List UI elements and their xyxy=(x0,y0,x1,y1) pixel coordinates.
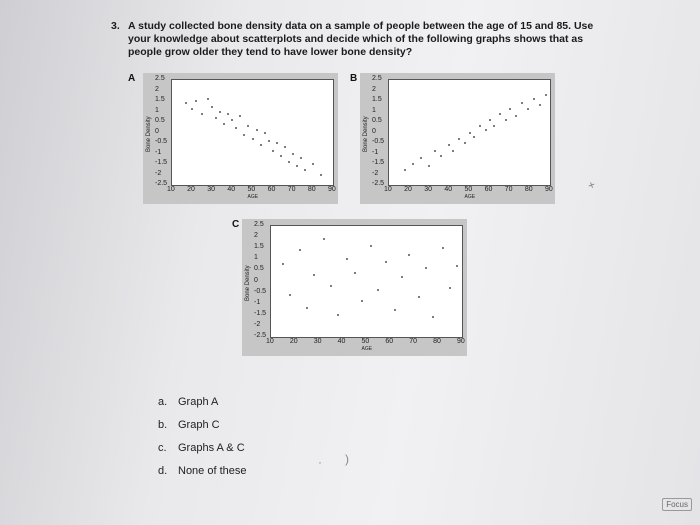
data-point xyxy=(418,296,420,298)
y-tick-label: -1.5 xyxy=(372,159,385,166)
data-point xyxy=(448,144,450,146)
data-point xyxy=(515,115,517,117)
x-tick-label: 60 xyxy=(385,338,394,345)
y-tick-label: -2.5 xyxy=(155,180,168,187)
data-point xyxy=(479,125,481,127)
y-tick-label: -1 xyxy=(155,148,162,156)
data-point xyxy=(280,155,282,157)
data-point xyxy=(527,108,529,110)
data-point xyxy=(312,163,314,165)
data-point xyxy=(323,238,325,240)
x-tick-label: 60 xyxy=(484,186,493,193)
data-point xyxy=(493,125,495,127)
data-point xyxy=(420,157,422,159)
x-tick-label: 70 xyxy=(287,186,296,193)
y-tick-label: 1 xyxy=(254,254,258,262)
x-tick-label: 20 xyxy=(404,186,412,193)
data-point xyxy=(521,102,523,104)
data-point xyxy=(509,108,511,110)
data-point xyxy=(346,258,348,260)
data-point xyxy=(428,165,430,167)
data-point xyxy=(247,125,249,127)
question-block xyxy=(111,20,598,59)
data-point xyxy=(361,300,363,302)
y-tick-label: 2.5 xyxy=(372,75,382,82)
y-tick-label: -1 xyxy=(254,298,261,306)
y-tick-label: 2 xyxy=(254,232,258,240)
scatterplot-c xyxy=(232,219,467,356)
y-axis-label: Bone Density xyxy=(245,264,251,301)
y-tick-label: 1 xyxy=(155,106,159,114)
data-point xyxy=(215,117,217,119)
scatterplot-a xyxy=(128,73,338,204)
x-axis-label: AGE xyxy=(361,346,373,352)
data-point xyxy=(401,276,403,278)
data-point xyxy=(195,100,197,102)
graph-label: B xyxy=(350,73,358,84)
data-point xyxy=(239,115,241,117)
data-point xyxy=(201,113,203,115)
option-text: Graph C xyxy=(178,419,220,431)
data-point xyxy=(442,247,444,249)
data-point xyxy=(485,129,487,131)
x-tick-label: 80 xyxy=(307,186,316,193)
option-text: Graphs A & C xyxy=(178,442,245,454)
y-tick-label: -2 xyxy=(155,169,162,177)
option-d[interactable] xyxy=(158,465,247,488)
data-point xyxy=(284,146,286,148)
data-point xyxy=(394,309,396,311)
y-tick-label: -2.5 xyxy=(254,332,267,339)
y-tick-label: 0.5 xyxy=(254,265,264,273)
data-point xyxy=(533,98,535,100)
x-tick-label: 10 xyxy=(167,186,175,193)
y-tick-label: 0.5 xyxy=(155,117,165,124)
question-number: 3. xyxy=(111,20,120,32)
data-point xyxy=(289,294,291,296)
data-point xyxy=(252,138,254,140)
x-tick-label: 20 xyxy=(289,338,298,345)
option-b[interactable] xyxy=(158,419,247,442)
y-tick-label: -2 xyxy=(372,169,379,177)
data-point xyxy=(337,314,339,316)
option-letter: a. xyxy=(158,396,168,408)
data-point xyxy=(282,263,284,265)
x-tick-label: 30 xyxy=(207,186,216,193)
data-point xyxy=(268,140,270,142)
data-point xyxy=(260,144,262,146)
data-point xyxy=(231,119,233,121)
x-tick-label: 50 xyxy=(361,338,370,345)
data-point xyxy=(354,272,356,274)
x-tick-label: 90 xyxy=(545,186,553,193)
data-point xyxy=(185,102,187,104)
x-tick-label: 40 xyxy=(444,186,453,193)
y-tick-label: 1.5 xyxy=(254,243,264,251)
graph-label: C xyxy=(232,219,240,230)
x-tick-label: 30 xyxy=(424,186,433,193)
y-tick-label: -0.5 xyxy=(155,138,168,145)
scatterplot-b xyxy=(350,73,555,204)
y-tick-label: -0.5 xyxy=(254,287,267,295)
y-tick-label: 1 xyxy=(372,106,376,114)
graph-label: A xyxy=(128,73,136,84)
data-point xyxy=(296,165,298,167)
data-point xyxy=(385,261,387,263)
plot-area xyxy=(171,79,334,186)
data-point xyxy=(452,150,454,152)
y-tick-label: -1.5 xyxy=(155,159,168,166)
y-axis-label: Bone Density xyxy=(363,115,369,152)
x-tick-label: 30 xyxy=(313,338,322,345)
plot-area xyxy=(270,225,463,338)
data-point xyxy=(235,127,237,129)
y-tick-label: 2 xyxy=(155,85,159,93)
option-letter: b. xyxy=(158,419,168,431)
answer-options xyxy=(158,396,247,488)
x-tick-label: 80 xyxy=(524,186,533,193)
pencil-mark: · xyxy=(318,455,322,469)
x-tick-label: 40 xyxy=(227,186,236,193)
y-axis-label: Bone Density xyxy=(146,115,152,152)
data-point xyxy=(456,265,458,267)
x-tick-label: 70 xyxy=(409,338,418,345)
option-a[interactable] xyxy=(158,396,247,419)
data-point xyxy=(306,307,308,309)
data-point xyxy=(432,316,434,318)
data-point xyxy=(505,119,507,121)
y-tick-label: 2.5 xyxy=(254,221,264,228)
y-tick-label: 1.5 xyxy=(155,96,165,103)
x-tick-label: 20 xyxy=(187,186,195,193)
option-letter: d. xyxy=(158,465,168,477)
pencil-mark: + xyxy=(585,177,598,193)
y-tick-label: 0 xyxy=(254,276,258,284)
data-point xyxy=(272,150,274,152)
data-point xyxy=(330,285,332,287)
data-point xyxy=(191,108,193,110)
x-axis-label: AGE xyxy=(247,194,259,200)
data-point xyxy=(434,150,436,152)
data-point xyxy=(299,249,301,251)
data-point xyxy=(219,111,221,113)
y-tick-label: -1 xyxy=(372,148,379,156)
x-tick-label: 50 xyxy=(247,186,256,193)
data-point xyxy=(425,267,427,269)
data-point xyxy=(211,106,213,108)
option-c[interactable] xyxy=(158,442,247,465)
data-point xyxy=(300,157,302,159)
data-point xyxy=(449,287,451,289)
y-tick-label: -1.5 xyxy=(254,309,267,317)
data-point xyxy=(264,132,266,134)
question-text: A study collected bone density data on a sample of people between the age of 15 and 85. Use your knowledge about scatterplots and decide which of the following graphs shows that as people grow older they tend to have lower bone density? xyxy=(128,20,594,58)
data-point xyxy=(499,113,501,115)
data-point xyxy=(292,153,294,155)
data-point xyxy=(404,169,406,171)
y-tick-label: -0.5 xyxy=(372,138,385,145)
data-point xyxy=(464,142,466,144)
x-tick-label: 80 xyxy=(433,338,441,345)
option-text: None of these xyxy=(178,465,247,477)
y-tick-label: 0 xyxy=(155,127,159,135)
x-tick-label: 90 xyxy=(328,186,336,193)
data-point xyxy=(412,163,414,165)
data-point xyxy=(243,134,245,136)
data-point xyxy=(227,113,229,115)
y-tick-label: 2 xyxy=(372,85,376,93)
data-point xyxy=(458,138,460,140)
data-point xyxy=(539,104,541,106)
data-point xyxy=(440,155,442,157)
x-tick-label: 60 xyxy=(267,186,276,193)
data-point xyxy=(304,169,306,171)
y-tick-label: 0 xyxy=(372,127,376,135)
x-tick-label: 40 xyxy=(337,338,346,345)
data-point xyxy=(207,98,209,100)
data-point xyxy=(370,245,372,247)
focus-button[interactable]: Focus xyxy=(662,498,692,511)
data-point xyxy=(223,123,225,125)
data-point xyxy=(256,129,258,131)
x-tick-label: 70 xyxy=(504,186,513,193)
option-text: Graph A xyxy=(178,396,219,408)
x-tick-label: 50 xyxy=(464,186,473,193)
y-tick-label: -2 xyxy=(254,320,261,328)
data-point xyxy=(469,132,471,134)
y-tick-label: 2.5 xyxy=(155,75,165,82)
data-point xyxy=(408,254,410,256)
plot-area xyxy=(388,79,551,186)
option-letter: c. xyxy=(158,442,167,454)
data-point xyxy=(320,174,322,176)
data-point xyxy=(473,136,475,138)
data-point xyxy=(489,119,491,121)
x-axis-label: AGE xyxy=(464,194,476,200)
y-tick-label: 0.5 xyxy=(372,117,382,124)
x-tick-label: 90 xyxy=(457,338,465,345)
data-point xyxy=(276,142,278,144)
pencil-mark: ) xyxy=(345,452,349,466)
y-tick-label: 1.5 xyxy=(372,96,382,103)
data-point xyxy=(377,289,379,291)
data-point xyxy=(545,94,547,96)
y-tick-label: -2.5 xyxy=(372,180,385,187)
x-tick-label: 10 xyxy=(266,338,274,345)
data-point xyxy=(288,161,290,163)
data-point xyxy=(313,274,315,276)
x-tick-label: 10 xyxy=(384,186,392,193)
